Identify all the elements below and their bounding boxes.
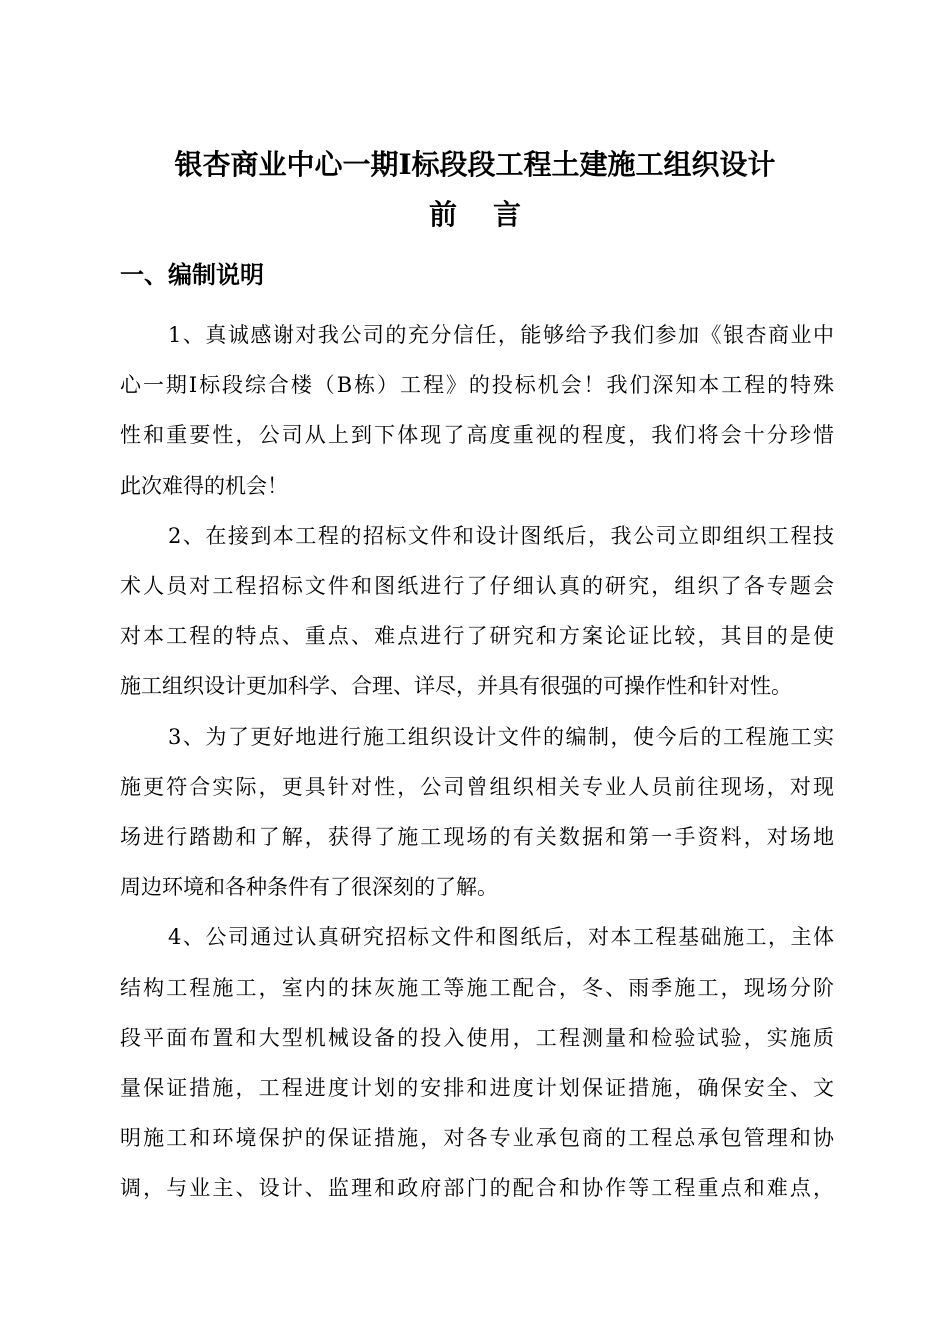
paragraph-line: 场进行踏勘和了解，获得了施工现场的有关数据和第一手资料，对场地 bbox=[120, 825, 834, 850]
paragraph-line: 4、公司通过认真研究招标文件和图纸后，对本工程基础施工，主体 bbox=[168, 925, 834, 950]
paragraph-line: 此次难得的机会！ bbox=[120, 473, 288, 498]
paragraph bbox=[120, 912, 834, 1213]
paragraph-line: 2、在接到本工程的招标文件和设计图纸后，我公司立即组织工程技 bbox=[168, 523, 834, 548]
paragraph-line: 量保证措施，工程进度计划的安排和进度计划保证措施，确保安全、文 bbox=[120, 1076, 834, 1101]
paragraph-line: 施更符合实际，更具针对性，公司曾组织相关专业人员前往现场，对现 bbox=[120, 774, 834, 799]
paragraph bbox=[120, 310, 834, 511]
paragraph-line: 对本工程的特点、重点、难点进行了研究和方案论证比较，其目的是使 bbox=[120, 624, 834, 649]
document-subtitle: 前言 bbox=[428, 198, 557, 231]
paragraph bbox=[120, 511, 834, 712]
paragraph-line: 明施工和环境保护的保证措施，对各专业承包商的工程总承包管理和协 bbox=[120, 1126, 834, 1151]
paragraph-line: 术人员对工程招标文件和图纸进行了仔细认真的研究，组织了各专题会 bbox=[120, 574, 834, 599]
section-heading: 一、编制说明 bbox=[120, 260, 264, 289]
paragraph-line: 3、为了更好地进行施工组织设计文件的编制，使今后的工程施工实 bbox=[168, 724, 834, 749]
paragraph-line: 1、真诚感谢对我公司的充分信任，能够给予我们参加《银杏商业中 bbox=[168, 323, 834, 347]
paragraph-line: 周边环境和各种条件有了很深刻的了解。 bbox=[120, 875, 498, 900]
document-title: 银杏商业中心一期Ⅰ标段段工程土建施工组织设计 bbox=[174, 148, 776, 181]
paragraph-line: 施工组织设计更加科学、合理、详尽，并具有很强的可操作性和针对性。 bbox=[120, 674, 792, 699]
paragraph-line: 调，与业主、设计、监理和政府部门的配合和协作等工程重点和难点， bbox=[120, 1176, 834, 1201]
paragraph bbox=[120, 712, 834, 913]
paragraph-line: 心一期Ⅰ标段综合楼（B栋）工程》的投标机会！我们深知本工程的特殊 bbox=[120, 373, 834, 398]
section-body bbox=[120, 310, 834, 1214]
paragraph-line: 段平面布置和大型机械设备的投入使用，工程测量和检验试验，实施质 bbox=[120, 1025, 834, 1050]
paragraph-line: 结构工程施工，室内的抹灰施工等施工配合，冬、雨季施工，现场分阶 bbox=[120, 975, 834, 1000]
paragraph-line: 性和重要性，公司从上到下体现了高度重视的程度，我们将会十分珍惜 bbox=[120, 423, 834, 448]
